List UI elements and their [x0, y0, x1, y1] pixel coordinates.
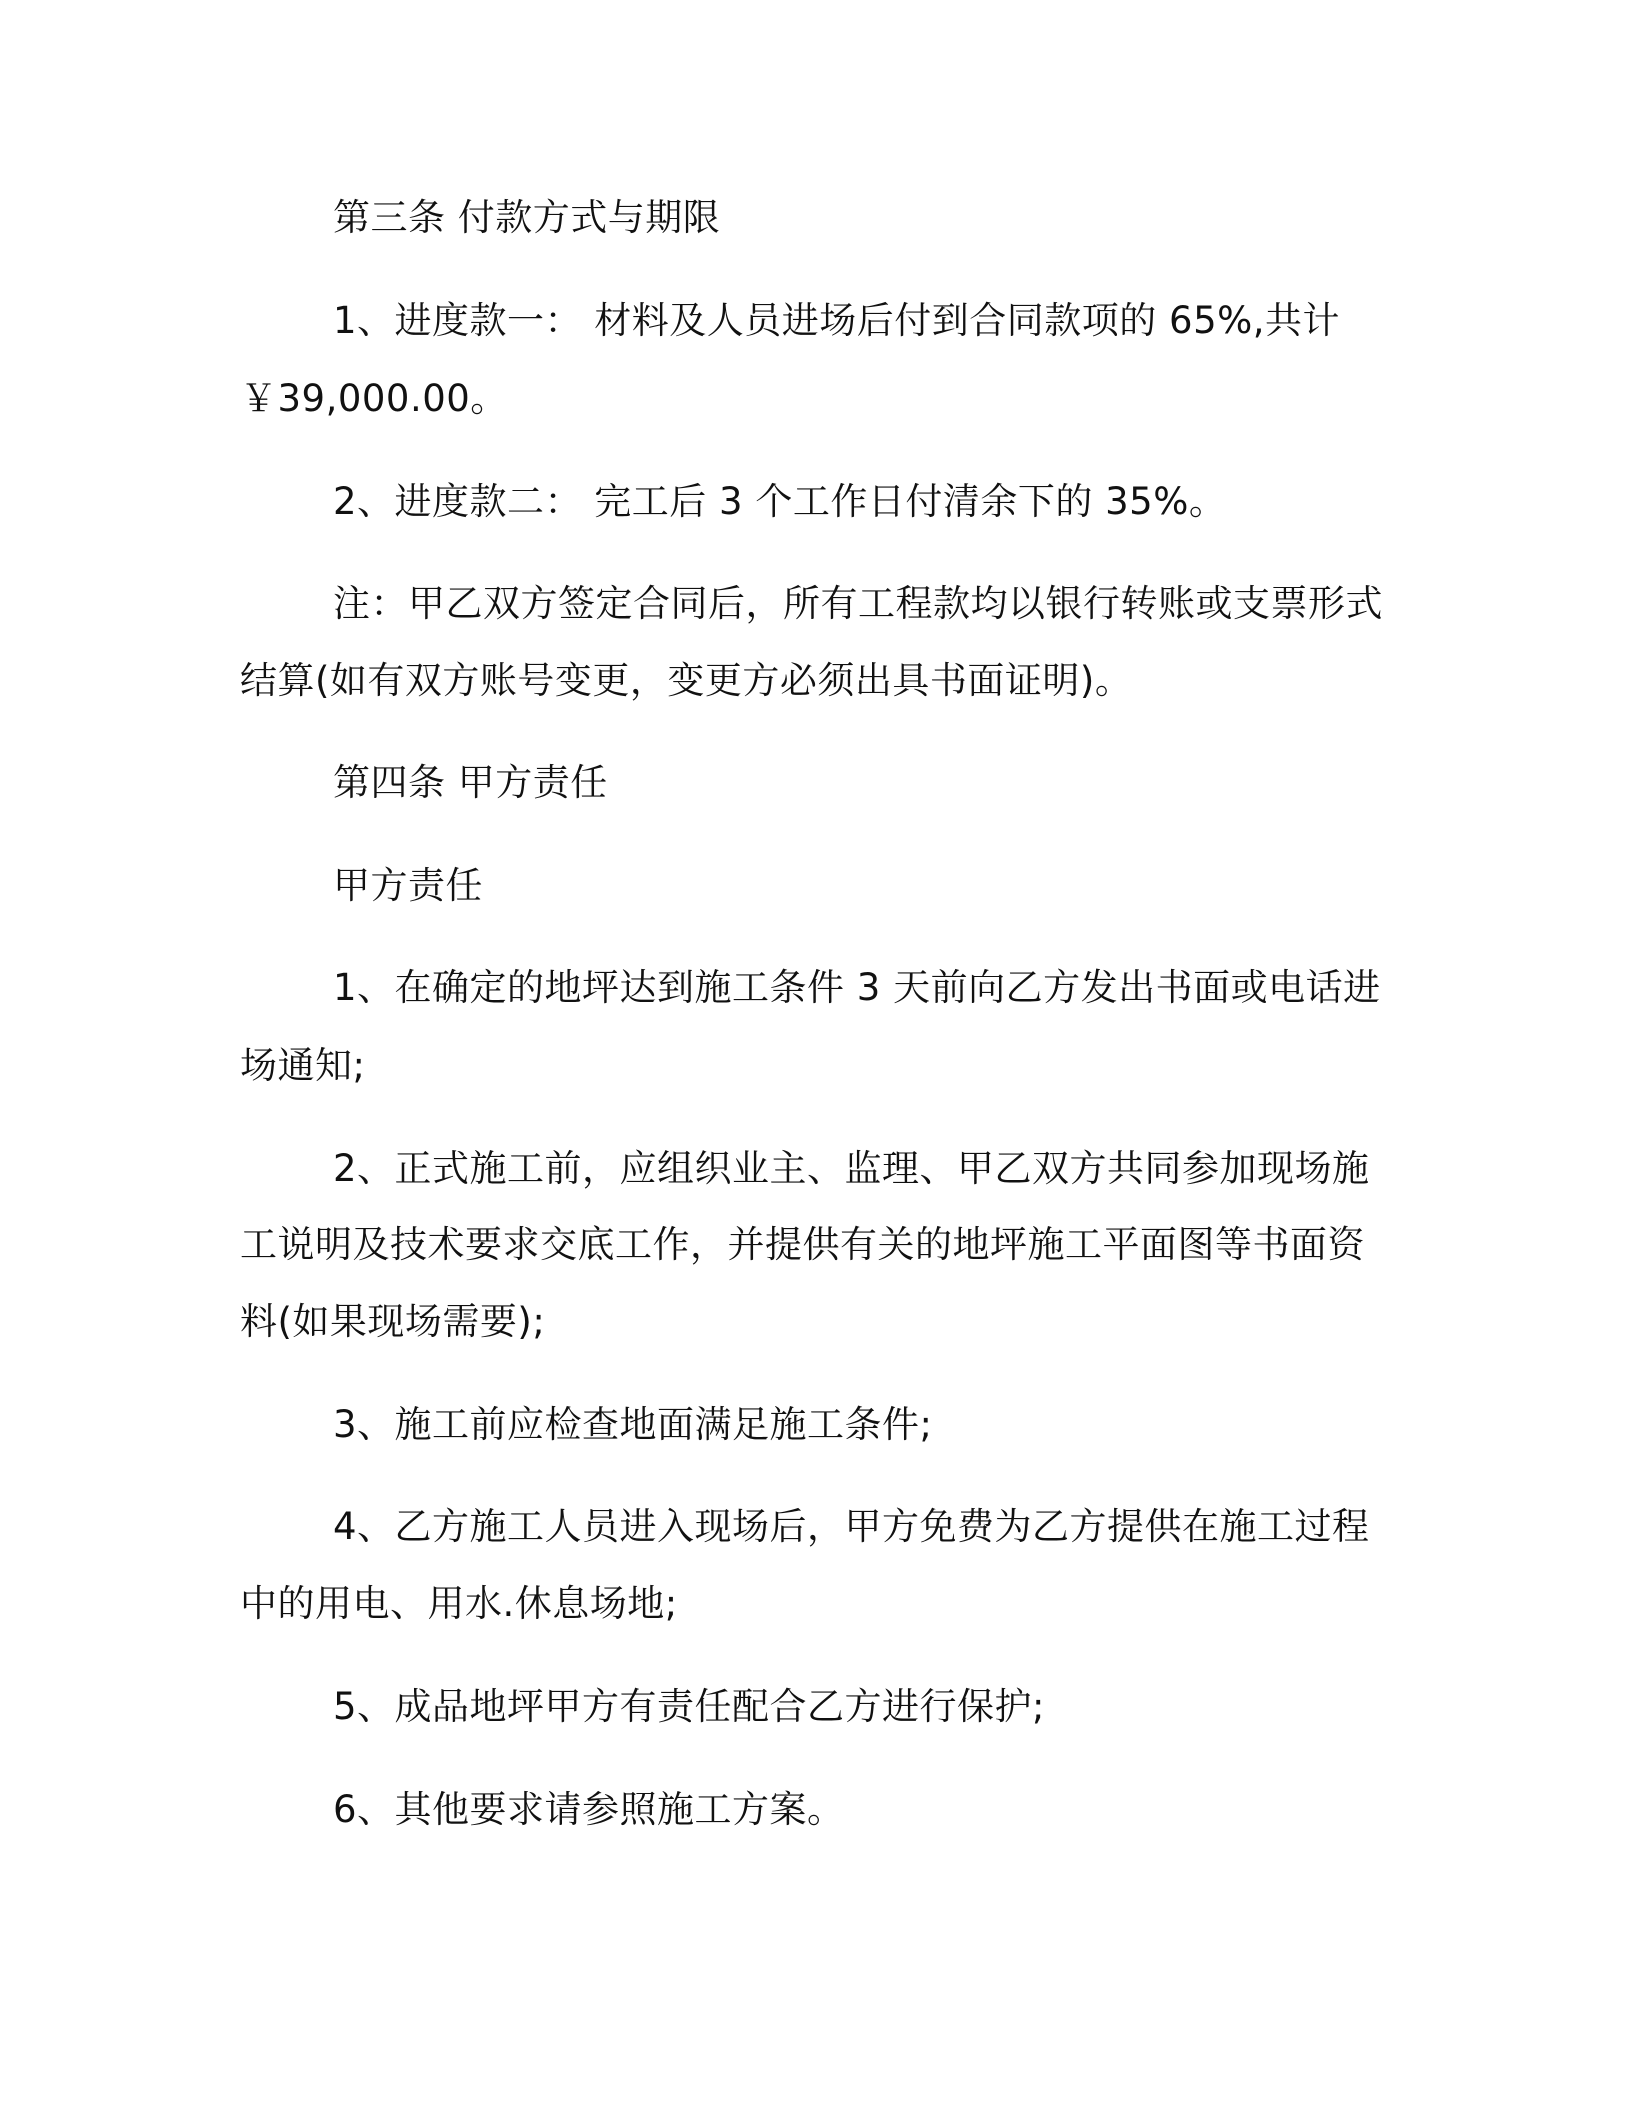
duty-4-line-1: 4、乙方施工人员进入现场后，甲方免费为乙方提供在施工过程 — [333, 1505, 1370, 1548]
article-3-heading: 第三条 付款方式与期限 — [333, 196, 721, 239]
duty-4-line-2: 中的用电、用水.休息场地; — [240, 1582, 678, 1625]
duty-3: 3、施工前应检查地面满足施工条件; — [333, 1403, 933, 1446]
duty-6: 6、其他要求请参照施工方案。 — [333, 1788, 845, 1831]
payment-item-1-line-1: 1、进度款一： 材料及人员进场后付到合同款项的 65%,共计 — [333, 299, 1341, 342]
duty-5: 5、成品地坪甲方有责任配合乙方进行保护; — [333, 1685, 1046, 1728]
duty-1-line-2: 场通知; — [240, 1044, 366, 1087]
party-a-subheading: 甲方责任 — [333, 864, 483, 907]
article-4-heading: 第四条 甲方责任 — [333, 761, 608, 804]
payment-item-1-line-2: ￥39,000.00。 — [240, 377, 508, 420]
duty-2-line-1: 2、正式施工前，应组织业主、监理、甲乙双方共同参加现场施 — [333, 1147, 1370, 1190]
payment-note-line-2: 结算(如有双方账号变更，变更方必须出具书面证明)。 — [240, 659, 1133, 702]
payment-note-line-1: 注：甲乙双方签定合同后，所有工程款均以银行转账或支票形式 — [333, 582, 1383, 625]
payment-item-2: 2、进度款二： 完工后 3 个工作日付清余下的 35%。 — [333, 480, 1227, 523]
duty-2-line-3: 料(如果现场需要); — [240, 1300, 546, 1343]
duty-2-line-2: 工说明及技术要求交底工作，并提供有关的地坪施工平面图等书面资 — [240, 1223, 1365, 1266]
duty-1-line-1: 1、在确定的地坪达到施工条件 3 天前向乙方发出书面或电话进 — [333, 966, 1381, 1009]
